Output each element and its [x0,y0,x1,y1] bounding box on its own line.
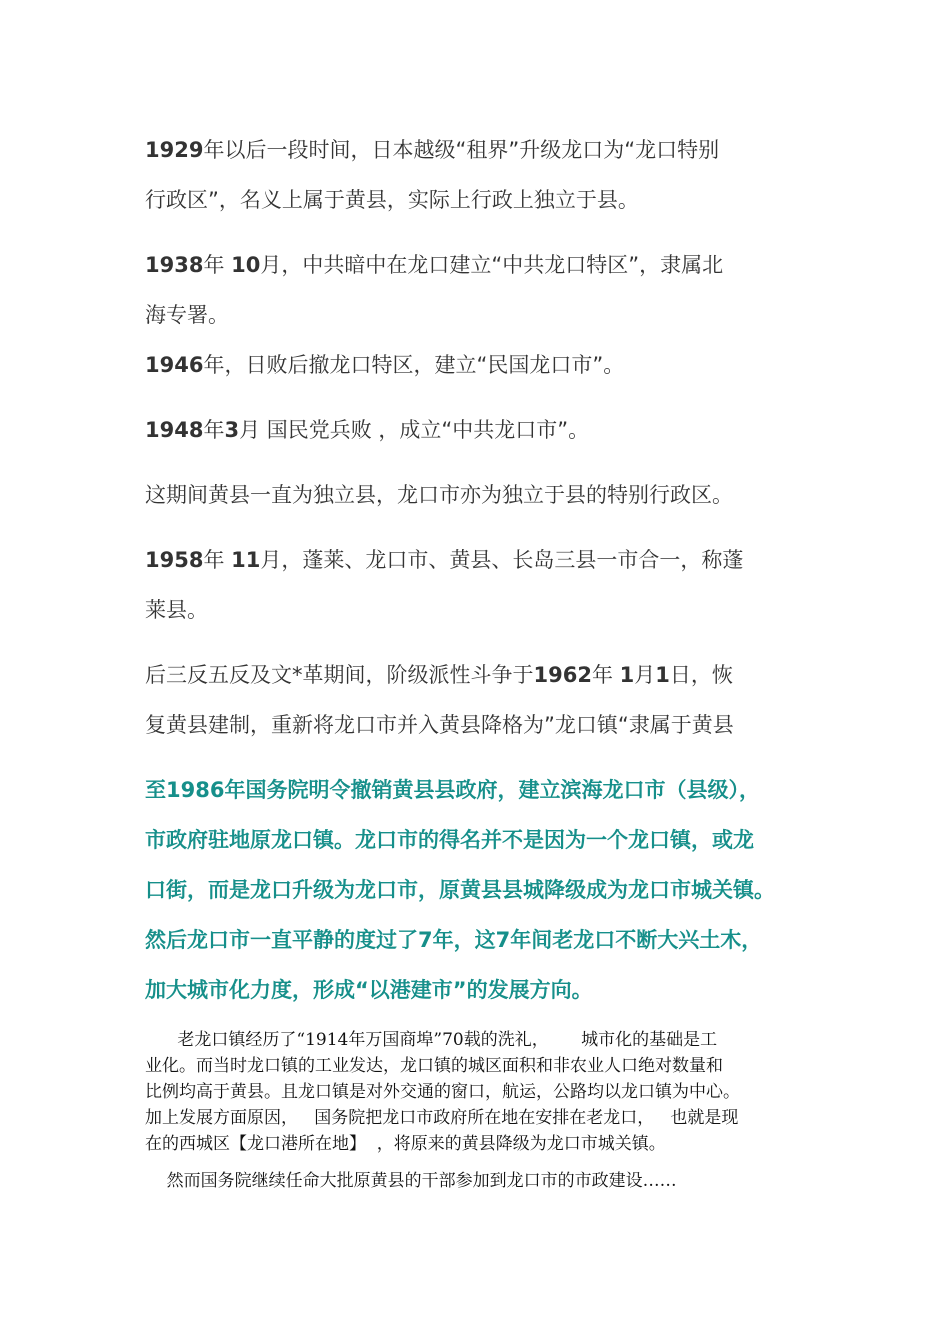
highlight-line: 至1986年国务院明令撤销黄县县政府，建立滨海龙口市（县级）， [145,778,760,802]
text-line [145,470,825,520]
body-line: 加上发展方面原因， 国务院把龙口市政府所在地在安排在老龙口， 也就是现 [145,1108,739,1128]
text-line [145,650,825,700]
month-number: 3 [224,418,240,442]
year-number: 1929 [145,138,204,162]
body-line: 比例均高于黄县。且龙口镇是对外交通的窗口，航运，公路均以龙口镇为中心。 [145,1082,740,1102]
text-line [145,535,825,585]
highlight-line: 加大城市化力度，形成“以港建市”的发展方向。 [145,978,593,1002]
line-text: 年以后一段时间，日本越级“租界”升级龙口为“龙口特别 [203,138,720,162]
month-number: 11 [231,548,261,572]
year-number: 1958 [145,548,204,572]
line-text: 复黄县建制，重新将龙口市并入黄县降格为”龙口镇“隶属于黄县 [145,713,734,737]
body-line: 业化。而当时龙口镇的工业发达，龙口镇的城区面积和非农业人口绝对数量和 [145,1056,723,1076]
paragraph-1946 [145,340,825,390]
line-text: 行政区”，名义上属于黄县，实际上行政上独立于县。 [145,188,639,212]
text-line [145,290,825,340]
line-text: 莱县。 [145,598,208,622]
paragraph-1986-highlight [145,765,825,1015]
highlight-line: 然后龙口市一直平静的度过了7年，这7年间老龙口不断大兴土木， [145,928,763,952]
text-line [145,585,825,635]
text-line [145,405,825,455]
line-text: 月 [634,663,656,687]
paragraph-1929 [145,125,825,225]
month-number: 10 [231,253,261,277]
highlight-line: 口街，而是龙口升级为龙口市，原黄县县城降级成为龙口市城关镇。 [145,878,775,902]
text-line [145,125,825,175]
paragraph-closing [145,1168,815,1194]
month-number: 1 [619,663,635,687]
line-text: 后三反五反及文*革期间，阶级派性斗争于 [145,663,534,687]
year-number: 1948 [145,418,204,442]
body-line: 老龙口镇经历了“1914年万国商埠”70载的洗礼， 城市化的基础是工 [145,1030,718,1050]
line-text: 年 [591,663,620,687]
line-text: 年 [203,418,225,442]
text-line [145,700,825,750]
line-text: 月，中共暗中在龙口建立“中共龙口特区”，隶属北 [260,253,724,277]
paragraph-old-longkou [145,1027,815,1157]
text-line [145,340,825,390]
text-line [145,240,825,290]
text-line [145,175,825,225]
paragraph-1938 [145,240,825,340]
day-number: 1 [655,663,670,687]
line-text: 月 国民党兵败 ，成立“中共龙口市”。 [239,418,590,442]
paragraph-1958 [145,535,825,635]
line-text: 月，蓬莱、龙口市、黄县、长岛三县一市合一，称蓬 [260,548,744,572]
line-text: 海专署。 [145,303,229,327]
closing-line: 然而国务院继续任命大批原黄县的干部参加到龙口市的市政建设…… [145,1171,677,1191]
year-number: 1938 [145,253,204,277]
line-text: 年 [203,548,232,572]
highlight-line: 市政府驻地原龙口镇。龙口市的得名并不是因为一个龙口镇，或龙 [145,828,754,852]
paragraph-1962 [145,650,825,750]
line-text: 年，日败后撤龙口特区，建立“民国龙口市”。 [203,353,625,377]
body-line: 在的西城区【龙口港所在地】 ，将原来的黄县降级为龙口市城关镇。 [145,1134,666,1154]
line-text: 这期间黄县一直为独立县，龙口市亦为独立于县的特别行政区。 [145,483,733,507]
line-text: 年 [203,253,232,277]
paragraph-1948 [145,405,825,455]
year-number: 1946 [145,353,204,377]
year-number: 1962 [533,663,592,687]
line-text: 日，恢 [669,663,733,687]
paragraph-independent-county [145,470,825,520]
